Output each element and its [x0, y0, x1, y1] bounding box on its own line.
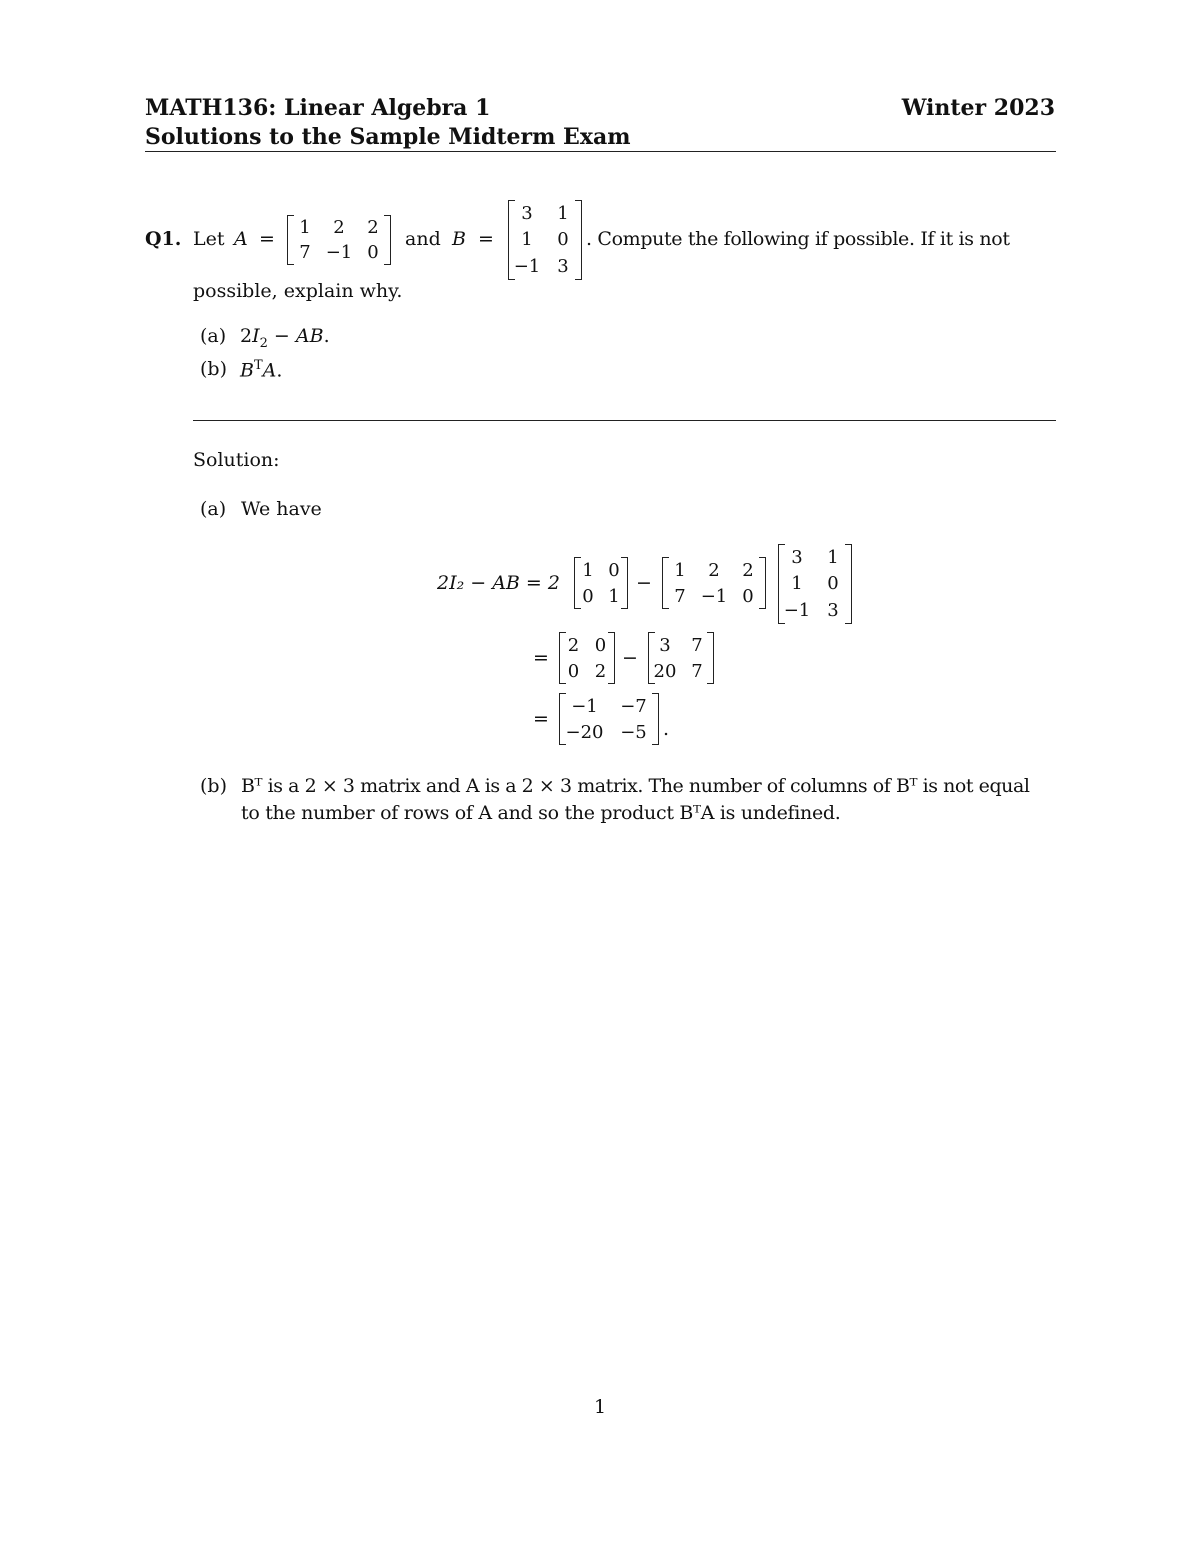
cell: 2 [594, 660, 607, 682]
cell: 1 [674, 559, 686, 581]
B-symbol: B [452, 228, 466, 250]
cell: 0 [594, 634, 607, 656]
cell: 1 [827, 546, 839, 568]
identity-matrix [574, 557, 628, 609]
header-rule [145, 151, 1056, 152]
instruction-continued: possible, explain why. [193, 280, 403, 302]
minus-sign: − [636, 572, 652, 594]
cell: 7 [691, 660, 703, 682]
cell: 3 [659, 634, 671, 656]
and-word: and [405, 228, 441, 250]
equals-2: = [533, 647, 549, 669]
part-b-expression: $B^TA$. [240, 358, 283, 382]
cell: 1 [521, 229, 533, 251]
cell: 2 [333, 217, 345, 238]
part-a-label: (a) [200, 325, 227, 347]
cell: 1 [557, 202, 569, 224]
term: Winter 2023 [901, 95, 1055, 121]
cell: 2 [567, 634, 580, 656]
cell: −5 [620, 721, 647, 743]
cell: 1 [791, 573, 803, 595]
result-matrix [559, 693, 659, 745]
cell: −1 [700, 585, 728, 607]
cell: −1 [783, 600, 811, 622]
cell: 0 [557, 229, 569, 251]
cell: 2 [367, 217, 379, 238]
step2-left-matrix [559, 632, 615, 684]
cell: 0 [567, 660, 580, 682]
cell: 2 [708, 559, 720, 581]
cell: 2 [742, 559, 754, 581]
matrix-B [508, 200, 582, 280]
matrix-A [287, 215, 391, 265]
solution-a-label: (a) [200, 498, 227, 520]
cell: 7 [299, 242, 311, 263]
step2-right-matrix [648, 632, 714, 684]
cell: 0 [582, 585, 594, 607]
cell: 7 [691, 634, 703, 656]
solution-b-label: (b) [200, 775, 227, 797]
matrix-B-solution [778, 544, 852, 624]
cell: 1 [582, 559, 594, 581]
cell: 1 [608, 585, 620, 607]
equals-3: = [533, 708, 549, 730]
subtitle: Solutions to the Sample Midterm Exam [145, 124, 631, 150]
cell: −7 [620, 695, 647, 717]
solution-a-intro: We have [241, 498, 322, 520]
cell: 0 [827, 573, 839, 595]
cell: −1 [571, 695, 598, 717]
page-number: 1 [594, 1396, 607, 1418]
cell: 20 [653, 660, 677, 682]
cell: 0 [367, 242, 379, 263]
period: . [663, 718, 670, 740]
cell: −1 [325, 242, 353, 263]
cell: 0 [608, 559, 620, 581]
solution-heading: Solution: [193, 449, 280, 471]
instruction: . Compute the following if possible. If it is not [586, 228, 1010, 250]
part-a-expression: $2I_2$ − AB. [240, 325, 330, 351]
cell: 3 [521, 202, 533, 224]
let-word: Let [193, 228, 225, 250]
solution-b-line1: Bᵀ is a 2 × 3 matrix and A is a 2 × 3 matrix. The number of columns of Bᵀ is not equal [241, 775, 1030, 797]
cell: 3 [791, 546, 803, 568]
cell: −1 [513, 256, 541, 278]
part-b-label: (b) [200, 358, 227, 380]
separator-rule [193, 420, 1056, 421]
cell: −20 [565, 721, 604, 743]
equals: = [478, 228, 494, 250]
cell: 3 [557, 256, 569, 278]
equals: = [259, 228, 275, 250]
cell: 3 [827, 600, 839, 622]
A-symbol: A [234, 228, 248, 250]
cell: 0 [742, 585, 754, 607]
question-label: Q1. [145, 228, 182, 250]
course-title: MATH136: Linear Algebra 1 [145, 95, 491, 121]
cell: 7 [674, 585, 686, 607]
cell: 1 [299, 217, 311, 238]
equation-lhs: 2I₂ − AB = 2 [437, 572, 560, 594]
solution-b-line2: to the number of rows of A and so the product BᵀA is undefined. [241, 802, 841, 824]
minus-sign-2: − [622, 647, 638, 669]
matrix-A-solution [662, 557, 766, 609]
